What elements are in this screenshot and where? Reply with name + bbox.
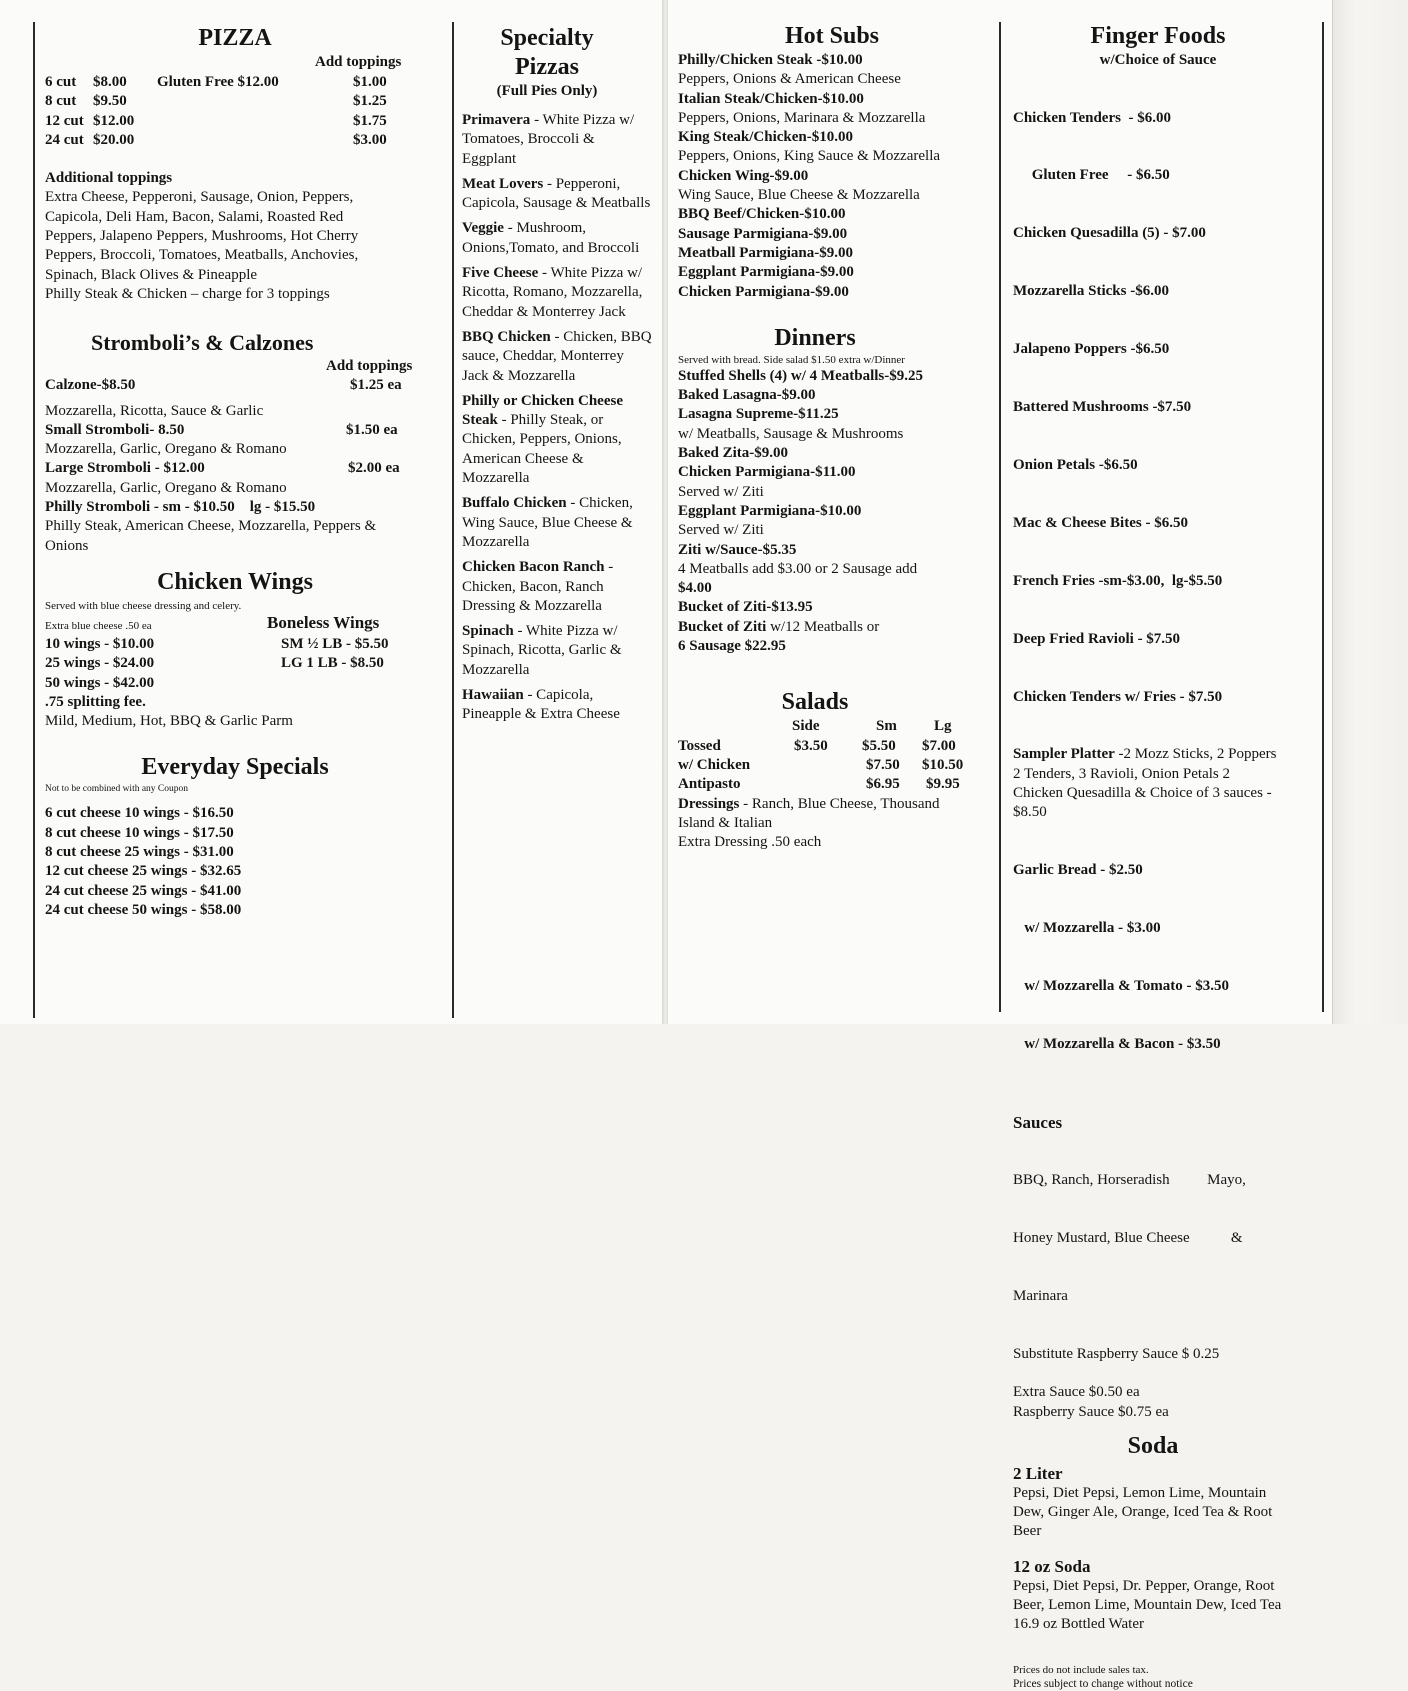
specialty-item-desc: - Philly Steak, or Chicken, Peppers, Onions, American Cheese & Mozzarella bbox=[462, 412, 622, 487]
special-item: 8 cut cheese 25 wings - $31.00 bbox=[45, 844, 234, 861]
dinner-line: Chicken Parmigiana-$11.00 bbox=[678, 464, 856, 481]
garlic-bread-item: w/ Mozzarella - $3.00 bbox=[1013, 920, 1161, 937]
sauces-line: Marinara bbox=[1013, 1288, 1068, 1305]
specialty-item bbox=[462, 558, 652, 616]
boneless-price: LG 1 LB - $8.50 bbox=[281, 655, 384, 672]
specialty-item-desc: - White Pizza w/ Spinach, Ricotta, Garlic & Mozzarella bbox=[462, 623, 622, 678]
salad-row bbox=[678, 756, 996, 775]
everyday-specials-title: Everyday Specials bbox=[141, 754, 329, 781]
additional-toppings-line: Spinach, Black Olives & Pineapple bbox=[45, 266, 258, 283]
specialty-subtitle: (Full Pies Only) bbox=[496, 83, 598, 99]
dinner-line: $4.00 bbox=[678, 580, 712, 597]
specialty-item-name: Spinach bbox=[462, 623, 514, 640]
specialty-item-desc: - Chicken, Wing Sauce, Blue Cheese & Mozzarella bbox=[462, 495, 633, 550]
salad-row bbox=[678, 737, 996, 756]
dinner-line: Lasagna Supreme-$11.25 bbox=[678, 406, 839, 423]
sub-line: BBQ Beef/Chicken-$10.00 bbox=[678, 206, 846, 223]
wings-price: 25 wings - $24.00 bbox=[45, 655, 155, 672]
size-price: $12.00 bbox=[93, 112, 135, 129]
philly-stromboli-desc: Philly Steak, American Cheese, Mozzarella, Peppers & Onions bbox=[45, 518, 377, 554]
small-stromboli-name: Small Stromboli- 8.50 bbox=[45, 421, 185, 438]
finger-food-item: Jalapeno Poppers -$6.50 bbox=[1013, 341, 1170, 358]
column-subs-dinners bbox=[678, 22, 996, 852]
dinner-line: Eggplant Parmigiana-$10.00 bbox=[678, 502, 862, 519]
specialty-item-name: Five Cheese bbox=[462, 265, 539, 282]
salads-title: Salads bbox=[781, 689, 849, 716]
sub-line: Peppers, Onions, King Sauce & Mozzarella bbox=[678, 148, 941, 165]
dinner-line: Bucket of Ziti-$13.95 bbox=[678, 599, 813, 616]
sub-line: Sausage Parmigiana-$9.00 bbox=[678, 225, 848, 242]
two-liter-list: Pepsi, Diet Pepsi, Lemon Lime, Mountain Dew, Ginger Ale, Orange, Iced Tea & Root Beer bbox=[1013, 1484, 1273, 1540]
specialty-item-desc: - Chicken, Bacon, Ranch Dressing & Mozzarella bbox=[462, 559, 614, 614]
sub-line: Wing Sauce, Blue Cheese & Mozzarella bbox=[678, 187, 920, 204]
size-price: $20.00 bbox=[93, 131, 135, 148]
column-divider bbox=[1322, 22, 1324, 1012]
large-stromboli-desc: Mozzarella, Garlic, Oregano & Romano bbox=[45, 479, 287, 496]
dinners-title: Dinners bbox=[774, 324, 856, 351]
finger-food-item: Gluten Free - $6.50 bbox=[1013, 167, 1170, 184]
topping-price: $1.75 bbox=[353, 112, 387, 129]
small-stromboli-extra: $1.50 ea bbox=[346, 421, 398, 438]
dinner-line: Stuffed Shells (4) w/ 4 Meatballs-$9.25 bbox=[678, 367, 923, 384]
salad-header-lg: Lg bbox=[934, 718, 952, 735]
garlic-bread-item: Garlic Bread - $2.50 bbox=[1013, 862, 1143, 879]
raspberry-sauce: Raspberry Sauce $0.75 ea bbox=[1013, 1403, 1169, 1420]
large-stromboli-extra: $2.00 ea bbox=[348, 460, 400, 477]
column-divider bbox=[999, 22, 1001, 1012]
extra-sauce: Extra Sauce $0.50 ea bbox=[1013, 1384, 1140, 1401]
substitute-raspberry: Substitute Raspberry Sauce $ 0.25 bbox=[1013, 1346, 1220, 1362]
specialty-item bbox=[462, 219, 652, 258]
boneless-wings-title: Boneless Wings bbox=[267, 612, 380, 632]
salad-sm-price: $5.50 bbox=[862, 737, 896, 754]
special-item: 8 cut cheese 10 wings - $17.50 bbox=[45, 824, 234, 841]
dinner-line: Served w/ Ziti bbox=[678, 483, 764, 500]
specialty-item-name: Hawaiian bbox=[462, 687, 524, 704]
additional-toppings-line: Peppers, Broccoli, Tomatoes, Meatballs, Anchovies, bbox=[45, 247, 359, 264]
twelve-oz-list: Pepsi, Diet Pepsi, Dr. Pepper, Orange, Root Beer, Lemon Lime, Mountain Dew, Iced Tea bbox=[1013, 1577, 1282, 1614]
calzone-name: Calzone-$8.50 bbox=[45, 377, 136, 394]
specialty-item bbox=[462, 175, 652, 214]
special-item: 12 cut cheese 25 wings - $32.65 bbox=[45, 863, 242, 880]
specialty-item bbox=[462, 686, 652, 725]
add-toppings-label: Add toppings bbox=[326, 358, 413, 375]
specialty-item-name: Philly or Chicken Cheese Steak bbox=[462, 392, 623, 429]
bucket-ziti-desc: w/12 Meatballs or bbox=[766, 618, 880, 635]
salad-lg-price: $10.50 bbox=[922, 756, 964, 773]
dinner-line: Ziti w/Sauce-$5.35 bbox=[678, 541, 797, 558]
tax-note: Prices do not include sales tax. bbox=[1013, 1663, 1149, 1676]
dressings-label: Dressings bbox=[678, 795, 740, 812]
finger-food-item: Chicken Quesadilla (5) - $7.00 bbox=[1013, 225, 1206, 242]
two-liter-title: 2 Liter bbox=[1013, 1463, 1063, 1483]
garlic-bread-item: w/ Mozzarella & Tomato - $3.50 bbox=[1013, 977, 1229, 994]
additional-toppings-line: Philly Steak & Chicken – charge for 3 toppings bbox=[45, 285, 330, 302]
wing-flavors: Mild, Medium, Hot, BBQ & Garlic Parm bbox=[45, 713, 293, 730]
finger-foods-subtitle: w/Choice of Sauce bbox=[1099, 52, 1217, 68]
boneless-price: SM ½ LB - $5.50 bbox=[281, 635, 389, 652]
salad-header-side: Side bbox=[792, 718, 820, 735]
add-toppings-label: Add toppings bbox=[315, 54, 402, 70]
special-item: 24 cut cheese 50 wings - $58.00 bbox=[45, 901, 242, 918]
garlic-bread-item: w/ Mozzarella & Bacon - $3.50 bbox=[1013, 1035, 1221, 1052]
sub-line: Peppers, Onions, Marinara & Mozzarella bbox=[678, 109, 926, 126]
size-label: 24 cut bbox=[45, 131, 84, 148]
fold-crease bbox=[662, 0, 668, 1024]
sub-line: Eggplant Parmigiana-$9.00 bbox=[678, 264, 854, 281]
wings-price: 50 wings - $42.00 bbox=[45, 674, 155, 691]
specialty-item-name: Veggie bbox=[462, 220, 504, 237]
salad-header-sm: Sm bbox=[876, 718, 897, 735]
salad-name: Antipasto bbox=[678, 776, 741, 793]
dinner-line: 4 Meatballs add $3.00 or 2 Sausage add bbox=[678, 560, 918, 577]
dinner-line: w/ Meatballs, Sausage & Mushrooms bbox=[678, 425, 904, 442]
specialty-item bbox=[462, 111, 652, 169]
finger-foods-title: Finger Foods bbox=[1090, 23, 1226, 49]
salad-row bbox=[678, 775, 996, 794]
salad-dressings bbox=[678, 795, 978, 834]
bucket-ziti-meatballs bbox=[678, 618, 996, 637]
specialty-item bbox=[462, 622, 652, 680]
size-label: 8 cut bbox=[45, 93, 77, 110]
specialty-item bbox=[462, 328, 652, 386]
column-divider bbox=[452, 22, 454, 1018]
finger-food-item: Mozzarella Sticks -$6.00 bbox=[1013, 283, 1169, 300]
sub-line: King Steak/Chicken-$10.00 bbox=[678, 129, 854, 146]
sampler-desc: -2 Mozz Sticks, 2 Poppers 2 Tenders, 3 Ravioli, Onion Petals 2 Chicken Quesadilla & Choice of 3 sauces - $8.50 bbox=[1013, 746, 1277, 821]
dressings-text: - Ranch, Blue Cheese, Thousand Island & Italian bbox=[678, 795, 940, 831]
sampler-name: Sampler Platter bbox=[1013, 746, 1115, 763]
gluten-free-price: Gluten Free $12.00 bbox=[157, 74, 279, 90]
soda-title: Soda bbox=[1127, 1432, 1179, 1459]
specialty-item-desc: - White Pizza w/ Tomatoes, Broccoli & Eggplant bbox=[462, 112, 635, 167]
additional-toppings-title: Additional toppings bbox=[45, 170, 173, 187]
pizza-title: PIZZA bbox=[198, 25, 272, 51]
salad-name: Tossed bbox=[678, 737, 721, 754]
specialty-item-name: Meat Lovers bbox=[462, 175, 544, 192]
calzone-extra: $1.25 ea bbox=[350, 377, 402, 394]
special-item: 6 cut cheese 10 wings - $16.50 bbox=[45, 805, 234, 822]
specialty-item-desc: - White Pizza w/ Ricotta, Romano, Mozzarella, Cheddar & Monterrey Jack bbox=[462, 265, 643, 320]
everyday-note: Not to be combined with any Coupon bbox=[45, 784, 189, 795]
sub-line: Meatball Parmigiana-$9.00 bbox=[678, 244, 853, 261]
small-stromboli-desc: Mozzarella, Garlic, Oregano & Romano bbox=[45, 441, 287, 458]
extra-dressing: Extra Dressing .50 each bbox=[678, 834, 822, 851]
price-change-note: Prices subject to change without notice bbox=[1013, 1677, 1193, 1690]
size-label: 12 cut bbox=[45, 112, 84, 129]
additional-toppings-line: Extra Cheese, Pepperoni, Sausage, Onion, Peppers, bbox=[45, 189, 354, 206]
special-item: 24 cut cheese 25 wings - $41.00 bbox=[45, 882, 242, 899]
column-pizza bbox=[45, 24, 445, 920]
finger-food-item: French Fries -sm-$3.00, lg-$5.50 bbox=[1013, 572, 1223, 589]
wings-title: Chicken Wings bbox=[157, 568, 313, 595]
pizza-size-list bbox=[45, 73, 445, 150]
dinners-note: Served with bread. Side salad $1.50 extra w/Dinner bbox=[678, 353, 905, 366]
bucket-ziti-label: Bucket of Ziti bbox=[678, 618, 767, 635]
size-label: 6 cut bbox=[45, 74, 77, 90]
column-finger-foods bbox=[1013, 22, 1313, 1691]
finger-food-item: Mac & Cheese Bites - $6.50 bbox=[1013, 514, 1188, 531]
pizza-size-row bbox=[45, 92, 445, 111]
sub-line: Philly/Chicken Steak -$10.00 bbox=[678, 52, 863, 68]
sub-line: Italian Steak/Chicken-$10.00 bbox=[678, 90, 864, 107]
philly-stromboli-name: Philly Stromboli - sm - $10.50 lg - $15.50 bbox=[45, 499, 316, 516]
finger-food-item: Deep Fried Ravioli - $7.50 bbox=[1013, 630, 1181, 647]
sauces-title: Sauces bbox=[1013, 1112, 1063, 1132]
sauces-line: Honey Mustard, Blue Cheese & bbox=[1013, 1230, 1243, 1247]
sauces-line: BBQ, Ranch, Horseradish Mayo, bbox=[1013, 1172, 1246, 1189]
specialty-item bbox=[462, 264, 652, 322]
additional-toppings-line: Peppers, Jalapeno Peppers, Mushrooms, Hot Cherry bbox=[45, 228, 359, 245]
specialty-item bbox=[462, 494, 652, 552]
finger-food-item: Chicken Tenders w/ Fries - $7.50 bbox=[1013, 688, 1223, 705]
finger-food-item: Onion Petals -$6.50 bbox=[1013, 456, 1138, 473]
specialty-item-desc: - Pepperoni, Capicola, Sausage & Meatballs bbox=[462, 175, 651, 212]
specialty-item-name: Buffalo Chicken bbox=[462, 495, 567, 512]
bottled-water: 16.9 oz Bottled Water bbox=[1013, 1616, 1144, 1633]
wings-price: 10 wings - $10.00 bbox=[45, 635, 155, 652]
salad-side-price: $3.50 bbox=[794, 737, 828, 754]
topping-price: $3.00 bbox=[353, 131, 387, 148]
finger-food-item: Chicken Tenders - $6.00 bbox=[1013, 109, 1171, 126]
specialty-item-desc: - Chicken, BBQ sauce, Cheddar, Monterrey Jack & Mozzarella bbox=[462, 328, 652, 384]
topping-price: $1.00 bbox=[353, 74, 387, 90]
specialty-item-name: Chicken Bacon Ranch bbox=[462, 559, 605, 576]
extra-blue-cheese-note: Extra blue cheese .50 ea bbox=[45, 619, 152, 632]
large-stromboli-name: Large Stromboli - $12.00 bbox=[45, 460, 205, 477]
salad-lg-price: $7.00 bbox=[922, 737, 956, 754]
twelve-oz-title: 12 oz Soda bbox=[1013, 1556, 1091, 1576]
pizza-size-row bbox=[45, 112, 445, 131]
stromboli-title: Stromboli’s & Calzones bbox=[91, 330, 314, 356]
dinner-line: Served w/ Ziti bbox=[678, 522, 764, 539]
sampler-platter bbox=[1013, 745, 1281, 822]
size-price: $9.50 bbox=[93, 93, 127, 110]
pizza-size-row bbox=[45, 131, 445, 150]
size-price: $8.00 bbox=[93, 74, 127, 90]
column-specialty bbox=[462, 24, 652, 731]
salad-sm-price: $6.95 bbox=[866, 776, 900, 793]
sub-line: Peppers, Onions & American Cheese bbox=[678, 71, 901, 88]
specialty-title-1: Specialty bbox=[500, 25, 594, 51]
specialty-item-desc: - Capicola, Pineapple & Extra Cheese bbox=[462, 687, 620, 723]
salad-sm-price: $7.50 bbox=[866, 756, 900, 773]
splitting-fee: .75 splitting fee. bbox=[45, 693, 146, 710]
bucket-ziti-price: 6 Sausage $22.95 bbox=[678, 638, 786, 655]
specialty-item bbox=[462, 392, 652, 488]
specialty-item-desc: - Mushroom, Onions,Tomato, and Broccoli bbox=[462, 220, 640, 256]
specialty-item-name: Primavera bbox=[462, 112, 531, 128]
calzone-desc: Mozzarella, Ricotta, Sauce & Garlic bbox=[45, 402, 264, 419]
finger-food-item: Battered Mushrooms -$7.50 bbox=[1013, 399, 1192, 416]
topping-price: $1.25 bbox=[353, 93, 387, 110]
specialty-item-name: BBQ Chicken bbox=[462, 328, 551, 345]
dinner-line: Baked Lasagna-$9.00 bbox=[678, 387, 816, 404]
specialty-title-2: Pizzas bbox=[515, 54, 579, 80]
column-divider bbox=[33, 22, 35, 1018]
sub-line: Chicken Wing-$9.00 bbox=[678, 167, 809, 184]
salad-lg-price: $9.95 bbox=[926, 776, 960, 793]
hot-subs-title: Hot Subs bbox=[784, 23, 880, 49]
additional-toppings-line: Capicola, Deli Ham, Bacon, Salami, Roasted Red bbox=[45, 208, 344, 225]
salad-name: w/ Chicken bbox=[678, 756, 751, 773]
paper-edge bbox=[1332, 0, 1408, 1024]
wings-note: Served with blue cheese dressing and celery. bbox=[45, 599, 242, 612]
pizza-size-row bbox=[45, 73, 445, 92]
sub-line: Chicken Parmigiana-$9.00 bbox=[678, 283, 849, 300]
dinner-line: Baked Zita-$9.00 bbox=[678, 445, 789, 462]
